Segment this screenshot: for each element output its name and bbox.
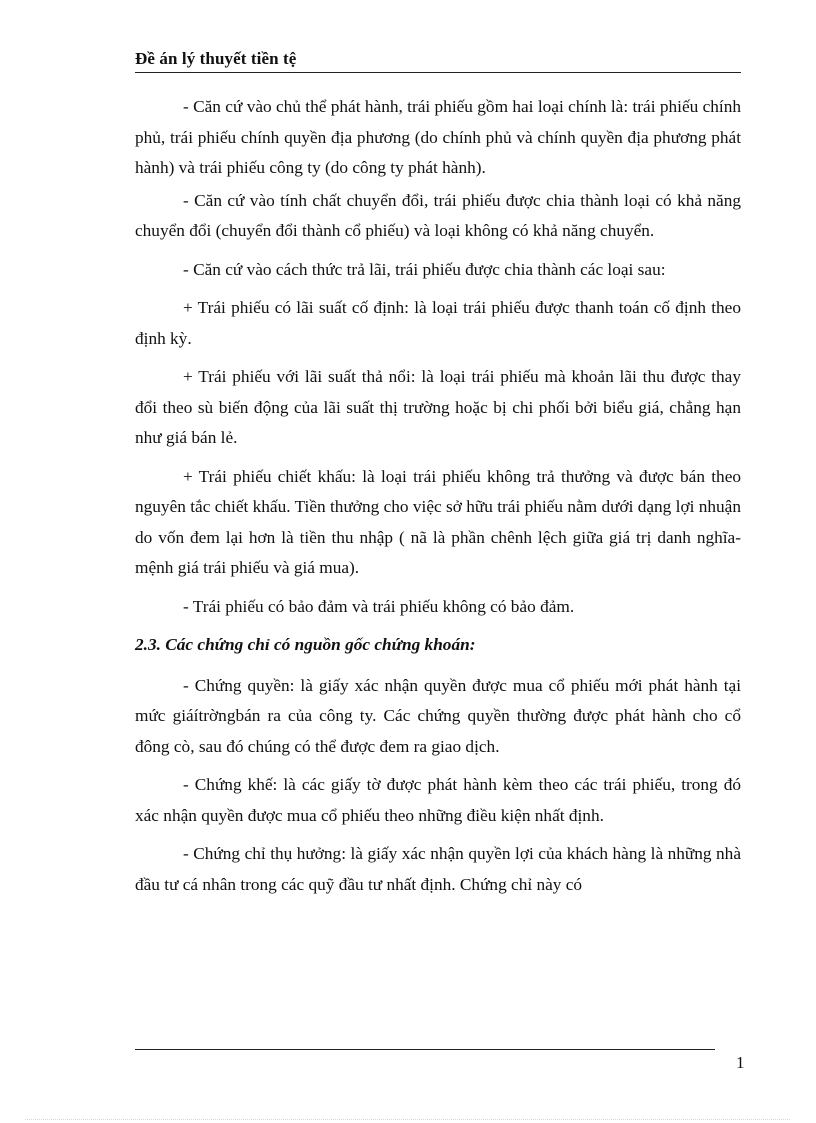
paragraph-floating-rate: + Trái phiếu với lãi suất thả nổi: là loại trái phiếu mà khoản lãi thu được thay đổi theo sù biến động của lãi suất thị trường hoặc bị chi phối bởi biểu giá, chẳng hạn như giá bán lẻ. xyxy=(135,367,741,447)
paragraph-convertibility: - Căn cứ vào tính chất chuyển đổi, trái phiếu được chia thành loại có khả năng chuyển đổi (chuyển đổi thành cổ phiếu) và loại không có khả năng chuyển. xyxy=(135,190,741,240)
paragraph-beneficiary-certificate: - Chứng chỉ thụ hưởng: là giấy xác nhận quyền lợi của khách hàng là những nhà đầu tư cá nhân trong các quỹ đầu tư nhất định. Chứng chỉ này có xyxy=(135,844,741,894)
paragraph-discount-bond: + Trái phiếu chiết khấu: là loại trái phiếu không trả thưởng và được bán theo nguyên tắc chiết khấu. Tiền thưởng cho việc sở hữu trái phiếu nằm dưới dạng lợi nhuận do vốn đem lại hơn là tiền thu nhập ( nã là phần chênh lệch giữa giá trị danh nghĩa- mệnh giá trái phiếu và giá mua). xyxy=(135,466,741,577)
page-number: 1 xyxy=(736,1053,745,1072)
paragraph-bond-warrant: - Chứng khế: là các giấy tờ được phát hành kèm theo các trái phiếu, trong đó xác nhận quyền được mua cổ phiếu theo những điều kiện nhất định. xyxy=(135,775,741,825)
paragraph-interest-method: - Căn cứ vào cách thức trả lãi, trái phiếu được chia thành các loại sau: xyxy=(183,259,666,279)
paragraph-issuer: - Căn cứ vào chủ thể phát hành, trái phiếu gồm hai loại chính là: trái phiếu chính phủ, trái phiếu chính quyền địa phương (do chính phủ và chính quyền địa phương phát hành) và trái phiếu công ty (do công ty phát hành). xyxy=(135,97,741,177)
paragraph-secured-bond: - Trái phiếu có bảo đảm và trái phiếu không có bảo đảm. xyxy=(183,596,575,616)
paragraph-warrant: - Chứng quyền: là giấy xác nhận quyền được mua cổ phiếu mới phát hành tại mức giáítrờngbán ra của công ty. Các chứng quyền thường được phát hành cho cổ đông cò, sau đó chúng có thể được đem ra giao dịch. xyxy=(135,675,741,756)
section-heading: 2.3. Các chứng chỉ có nguồn gốc chứng khoán: xyxy=(135,635,476,654)
paragraph-fixed-rate: + Trái phiếu có lãi suất cố định: là loại trái phiếu được thanh toán cố định theo định kỳ. xyxy=(135,298,741,348)
footer-divider xyxy=(135,1049,715,1050)
header-title: Đề án lý thuyết tiền tệ xyxy=(135,49,297,68)
page-header xyxy=(135,48,741,73)
page-bottom-edge xyxy=(25,1119,790,1120)
page-body xyxy=(135,92,741,908)
